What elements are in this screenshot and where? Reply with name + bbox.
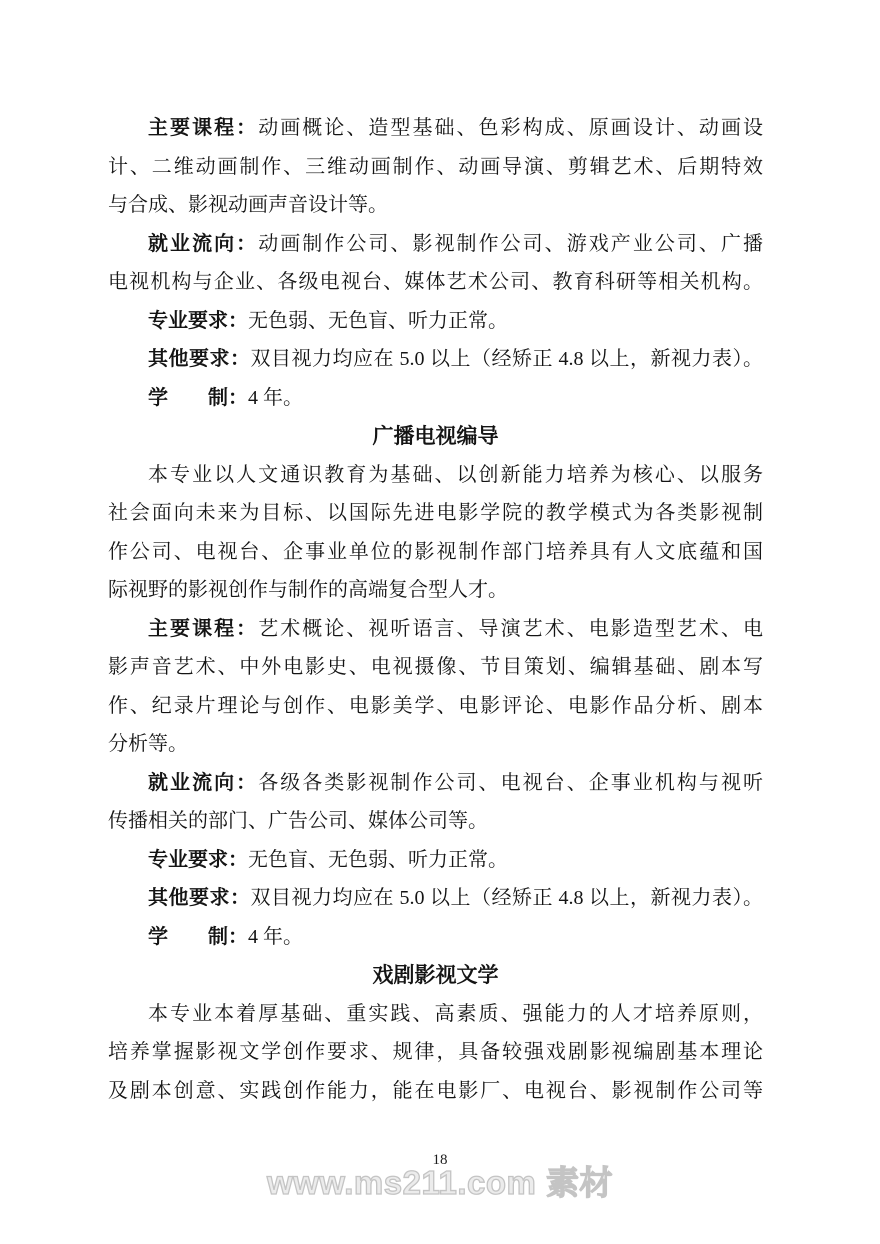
document-body (108, 109, 763, 1110)
field-label: 主要课程： (148, 617, 259, 640)
text-line: 本专业本着厚基础、重实践、高素质、强能力的人才培养原则， (148, 1002, 763, 1025)
field-label: 专业要求： (148, 848, 248, 871)
field-label: 专业要求： (148, 309, 248, 332)
field-label: 其他要求： (148, 887, 251, 909)
text-line: 其他要求：双目视力均应在 5.0 以上（经矫正 4.8 以上，新视力表）。 (148, 887, 763, 909)
text-line: 社会面向未来为目标、以国际先进电影学院的教学模式为各类影视制 (108, 502, 763, 524)
text-line: 影声音艺术、中外电影史、电视摄像、节目策划、编辑基础、剧本写 (108, 656, 763, 678)
field-label: 就业流向： (148, 232, 259, 255)
section-heading: 戏剧影视文学 (372, 963, 499, 987)
text-line: 计、二维动画制作、三维动画制作、动画导演、剪辑艺术、后期特效 (108, 155, 763, 178)
text-line: 其他要求：双目视力均应在 5.0 以上（经矫正 4.8 以上，新视力表）。 (148, 348, 763, 370)
text-line: 传播相关的部门、广告公司、媒体公司等。 (108, 810, 488, 832)
text-line: 作、纪录片理论与创作、电影美学、电影评论、电影作品分析、剧本 (108, 694, 763, 717)
text-line: 电视机构与企业、各级电视台、媒体艺术公司、教育科研等相关机构。 (108, 271, 763, 293)
field-label: 其他要求： (148, 348, 251, 370)
text-line: 学 制：4 年。 (148, 925, 303, 948)
field-label: 主要课程： (148, 117, 259, 139)
text-line: 就业流向：各级各类影视制作公司、电视台、企事业机构与视听 (148, 771, 764, 794)
text-line: 培养掌握影视文学创作要求、规律，具备较强戏剧影视编剧基本理论 (108, 1041, 763, 1063)
text-line: 专业要求：无色弱、无色盲、听力正常。 (148, 309, 508, 332)
section-heading: 广播电视编导 (372, 424, 499, 448)
watermark: www.ms211.com 素材 (266, 1164, 614, 1201)
text-line: 与合成、影视动画声音设计等。 (108, 194, 388, 216)
text-line: 学 制：4 年。 (148, 386, 303, 409)
text-line: 际视野的影视创作与制作的高端复合型人才。 (108, 579, 508, 601)
text-line: 专业要求：无色盲、无色弱、听力正常。 (148, 848, 508, 871)
text-line: 就业流向：动画制作公司、影视制作公司、游戏产业公司、广播 (148, 232, 764, 255)
text-line: 主要课程：动画概论、造型基础、色彩构成、原画设计、动画设 (148, 117, 764, 139)
field-label: 就业流向： (148, 771, 259, 794)
text-line: 作公司、电视台、企事业单位的影视制作部门培养具有人文底蕴和国 (108, 540, 763, 563)
text-line: 本专业以人文通识教育为基础、以创新能力培养为核心、以服务 (148, 463, 763, 486)
text-line: 分析等。 (108, 733, 188, 755)
field-label: 学 制： (148, 386, 248, 409)
text-line: 及剧本创意、实践创作能力，能在电影厂、电视台、影视制作公司等 (108, 1079, 763, 1102)
text-line: 主要课程：艺术概论、视听语言、导演艺术、电影造型艺术、电 (148, 617, 764, 640)
field-label: 学 制： (148, 925, 248, 948)
page-number: 18 (432, 1152, 448, 1168)
